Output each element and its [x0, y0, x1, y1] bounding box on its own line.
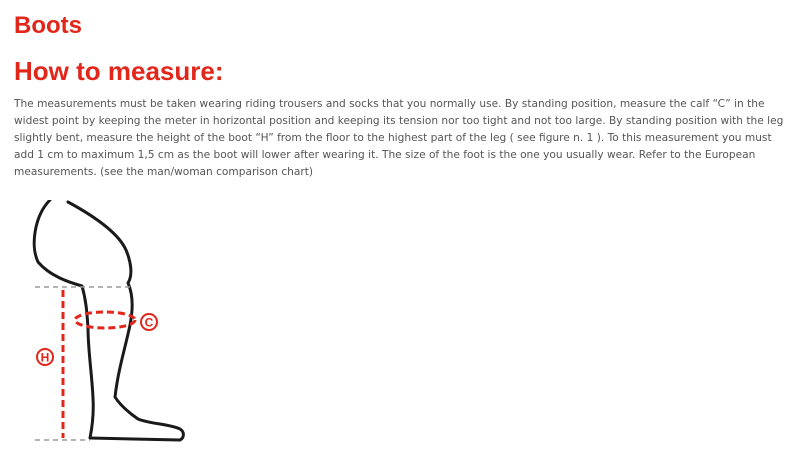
- page-title: Boots: [14, 12, 82, 39]
- leg-measurement-figure: [30, 200, 200, 450]
- height-marker: [37, 349, 53, 365]
- leg-measurement-diagram: [30, 200, 200, 450]
- height-marker-label: H: [40, 350, 50, 365]
- calf-marker: [141, 314, 157, 330]
- calf-measure-ellipse: [75, 312, 135, 328]
- section-heading: How to measure:: [14, 56, 224, 86]
- leg-outline: [34, 200, 183, 440]
- calf-marker-label: C: [144, 315, 154, 330]
- measurement-instructions: The measurements must be taken wearing riding trousers and socks that you normally use. By standing position, measure the calf “C” in the widest point by keeping the meter in horizontal position and keeping its tension nor too tight and not too large. By standing position with the leg slightly bent, measure the height of the boot “H” from the floor to the highest part of the leg ( see figure n. 1 ). To this measurement you must add 1 cm to maximum 1,5 cm as the boot will lower after wearing it. The size of the foot is the one you usually wear. Refer to the European measurements. (see the man/woman comparison chart): [14, 98, 784, 178]
